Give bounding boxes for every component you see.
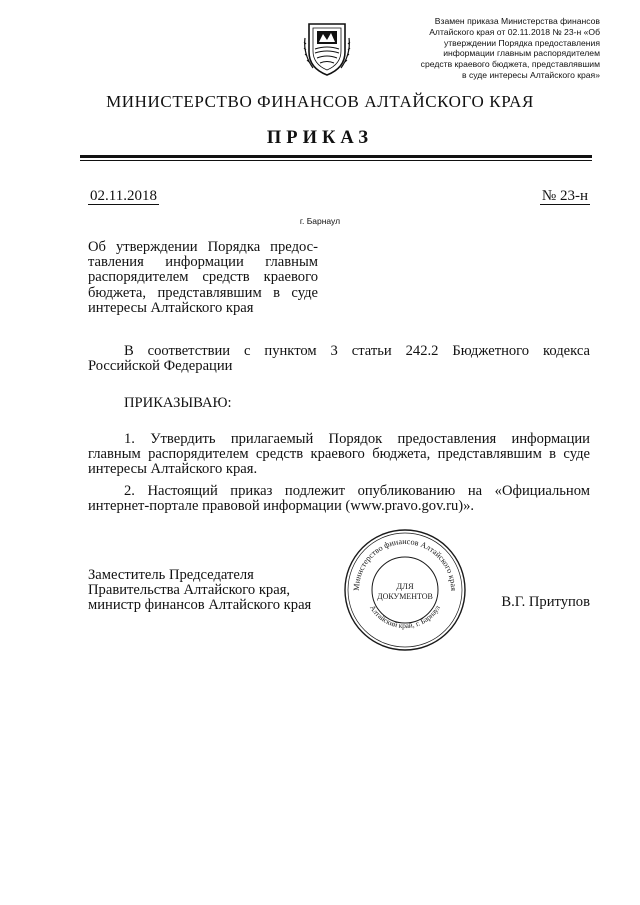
paragraph-line: главным распорядителем средств краевого бюджета, представлявшим в суде xyxy=(88,446,590,463)
document-type-title: ПРИКАЗ xyxy=(266,128,374,148)
signer-name: В.Г. Притупов xyxy=(501,594,590,610)
paragraph-line: интернет-портале правовой информации (www.pravo.gov.ru)». xyxy=(88,498,475,515)
subject-line: тавления информации главным xyxy=(88,254,318,271)
header-divider-thin xyxy=(80,160,592,161)
coat-of-arms-emblem xyxy=(303,18,351,78)
replacement-note-line: утверждении Порядка предоставления xyxy=(443,37,600,48)
subject-line: Об утверждении Порядка предос- xyxy=(88,239,318,255)
paragraph-line: 1. Утвердить прилагаемый Порядок предоставления информации xyxy=(124,431,590,447)
replacement-note-line: в суде интересы Алтайского края» xyxy=(462,69,600,80)
seal-center-line-2: ДОКУМЕНТОВ xyxy=(377,592,433,601)
order-number: № 23-н xyxy=(541,188,588,204)
legal-basis-paragraph xyxy=(88,344,590,374)
paragraph-line: интересы Алтайского края. xyxy=(88,461,258,478)
paragraph-line: В соответствии с пунктом 3 статьи 242.2 Бюджетного кодекса xyxy=(124,343,590,359)
replacement-note-line: Алтайского края от 02.11.2018 № 23-н «Об xyxy=(429,26,600,37)
subject-line: распорядителем средств краевого xyxy=(88,269,318,286)
ministry-title: МИНИСТЕРСТВО ФИНАНСОВ АЛТАЙСКОГО КРАЯ xyxy=(106,92,534,111)
replacement-note-line: Взамен приказа Министерства финансов xyxy=(434,16,600,26)
order-item-1 xyxy=(88,432,590,478)
paragraph-line: 2. Настоящий приказ подлежит опубликованию на «Официальном xyxy=(124,483,590,499)
signer-line: Правительства Алтайского края, xyxy=(88,582,291,599)
seal-bottom-text: Алтайский край, г. Барнаул xyxy=(368,603,442,631)
order-word: ПРИКАЗЫВАЮ: xyxy=(124,395,232,411)
order-item-2 xyxy=(88,484,590,514)
seal-top-text: Министерство финансов Алтайского края xyxy=(351,536,459,592)
subject-line: интересы Алтайского края xyxy=(88,299,254,316)
order-subject xyxy=(88,240,318,316)
signer-line: министр финансов Алтайского края xyxy=(88,597,312,614)
seal-center-line-1: ДЛЯ xyxy=(396,581,414,591)
replacement-note xyxy=(395,16,600,81)
signer-line: Заместитель Председателя xyxy=(88,567,254,583)
replacement-note-line: информации главным распорядителем xyxy=(443,48,600,59)
replacement-note-line: средств краевого бюджета, представлявшим xyxy=(420,59,600,70)
header-divider-thick xyxy=(80,155,592,158)
official-seal-stamp xyxy=(342,527,468,653)
paragraph-line: Российской Федерации xyxy=(88,358,233,375)
order-date: 02.11.2018 xyxy=(90,188,157,204)
subject-line: бюджета, представлявшим в суде xyxy=(88,284,318,301)
city-label: г. Барнаул xyxy=(299,216,341,226)
order-directive xyxy=(88,396,590,411)
signer-position xyxy=(88,568,311,614)
